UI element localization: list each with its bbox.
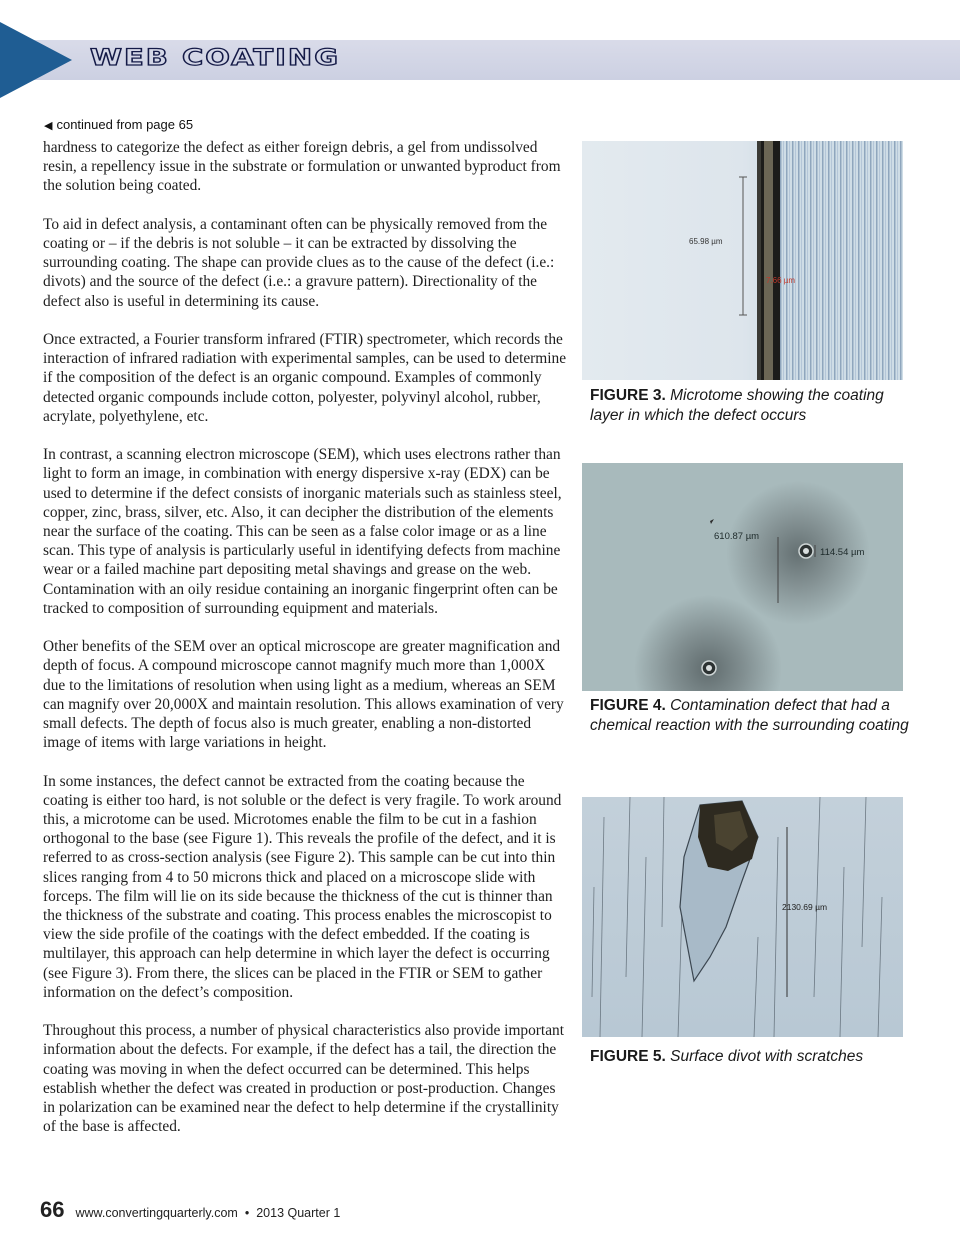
figure-4-measure-2: 114.54 µm <box>820 547 865 558</box>
page-number: 66 <box>40 1197 65 1222</box>
paragraph-6: In some instances, the defect cannot be extracted from the coating because the coating is either too hard, is not soluble or the defect is very fragile. To work around this, a microtome can be used. Microtomes enable the film to be cut in a fashion orthogonal to the base (see Figure 1). This reveals the profile of the defect, and it is referred to as cross-section analysis (see Figure 2). This sample can be cut into thin slices ranging from 4 to 50 microns thick and placed on a microscope slide with forceps. The film will lie on its side because the thickness of the cut is thinner than the thickness of the substrate and coating. This process enables the microscopist to view the side profile of the coatings with the defect embedded. If the coating is multilayer, this approach can help determine in which layer the defect is occurring (see Figure 3). From there, the slices can be placed in the FTIR or SEM to gather information on the defect’s composition. <box>43 772 562 1001</box>
continued-text: continued from page 65 <box>56 117 194 132</box>
figure-5-micrograph <box>582 797 903 1037</box>
page-footer <box>40 1197 340 1225</box>
figure-3-micrograph <box>582 141 903 380</box>
figure-5-measure-1: 2130.69 µm <box>782 902 828 912</box>
paragraph-7: Throughout this process, a number of physical characteristics also provide important information about the defects. For example, if the defect has a tail, the direction the coating was moving in when the defect occurred can be determined. This helps establish whether the defect was created in production or post-production. Changes in polarization can be examined near the defect to help determine if the crystallinity of the base is affected. <box>43 1022 565 1136</box>
figure-4-micrograph <box>582 463 903 691</box>
figure-3-label: FIGURE 3. <box>590 387 666 404</box>
figure-3-caption-text: Microtome showing the coating layer in which the defect occurs <box>590 387 884 424</box>
figure-4-caption <box>590 696 910 735</box>
paragraph-4: In contrast, a scanning electron microscope (SEM), which uses electrons rather than light to form an image, in combination with energy dispersive x-ray (EDX) can be used to determine if the defect consists of inorganic materials such as stainless steel, copper, zinc, brass, silver, etc. Also, it can decipher the distribution of the elements near the surface of the coating. This can be seen as a false color image or as a line scan. This type of analysis is particularly useful in identifying defects from machine wear or a failed machine part depositing metal shavings and grease on the web. Contamination with an oily residue containing an inorganic fingerprint often can be tracked to composition of surrounding equipment and materials. <box>43 446 562 617</box>
figure-5-image <box>582 797 903 1037</box>
figure-3-image <box>582 141 903 380</box>
paragraph-3: Once extracted, a Fourier transform infrared (FTIR) spectrometer, which records the interaction of infrared radiation with experimental samples, can be used to determine if the composition of the defect is an organic compound. Examples of commonly detected organic compounds include cotton, polyester, polyvinyl alcohol, rubber, acrylate, polyethylene, etc. <box>43 331 567 425</box>
figure-4-measure-1: 610.87 µm <box>714 531 760 542</box>
figure-5-label: FIGURE 5. <box>590 1048 666 1065</box>
figure-5-caption-text: Surface divot with scratches <box>670 1048 864 1065</box>
figure-4-label: FIGURE 4. <box>590 697 666 714</box>
figure-3-measure-1: 65.98 µm <box>689 237 723 246</box>
figure-4-image <box>582 463 903 691</box>
figure-3-caption <box>590 386 910 425</box>
footer-issue-date: 2013 Quarter 1 <box>256 1206 341 1220</box>
back-arrow-icon: ◀ <box>44 120 53 132</box>
footer-website: www.convertingquarterly.com <box>75 1206 238 1220</box>
article-body <box>43 138 567 1156</box>
figure-5-caption <box>590 1047 910 1067</box>
header-arrow-icon <box>0 22 72 98</box>
figure-3-measure-2: 7.66 µm <box>766 276 796 285</box>
continued-from-note <box>44 117 193 132</box>
paragraph-5: Other benefits of the SEM over an optical microscope are greater magnification and depth of focus. A compound microscope cannot magnify much more than 1,000X due to the limitations of resolution when using light as a medium, whereas an SEM can magnify over 20,000X and maintain resolution. This allows examination of very small defects. The depth of focus also is much greater, enabling a non-distorted image of items with large variations in height. <box>43 638 564 752</box>
paragraph-2: To aid in defect analysis, a contaminant often can be physically removed from the coating or – if the debris is not soluble – it can be extracted by dissolving the surrounding coating. The shape can provide clues as to the cause of the defect (i.e.: divots) and the source of the defect (i.e.: a gravure pattern). Directionality of the defect also is useful in determining its cause. <box>43 215 555 310</box>
footer-separator: • <box>244 1206 250 1220</box>
figure-4-caption-text: Contamination defect that had a chemical reaction with the surrounding coating <box>590 697 909 734</box>
paragraph-1: hardness to categorize the defect as either foreign debris, a gel from undissolved resin, a repellency issue in the substrate or formulation or unwanted byproduct from the solution being coated. <box>43 139 561 195</box>
section-title: WEB COATING <box>90 44 340 71</box>
